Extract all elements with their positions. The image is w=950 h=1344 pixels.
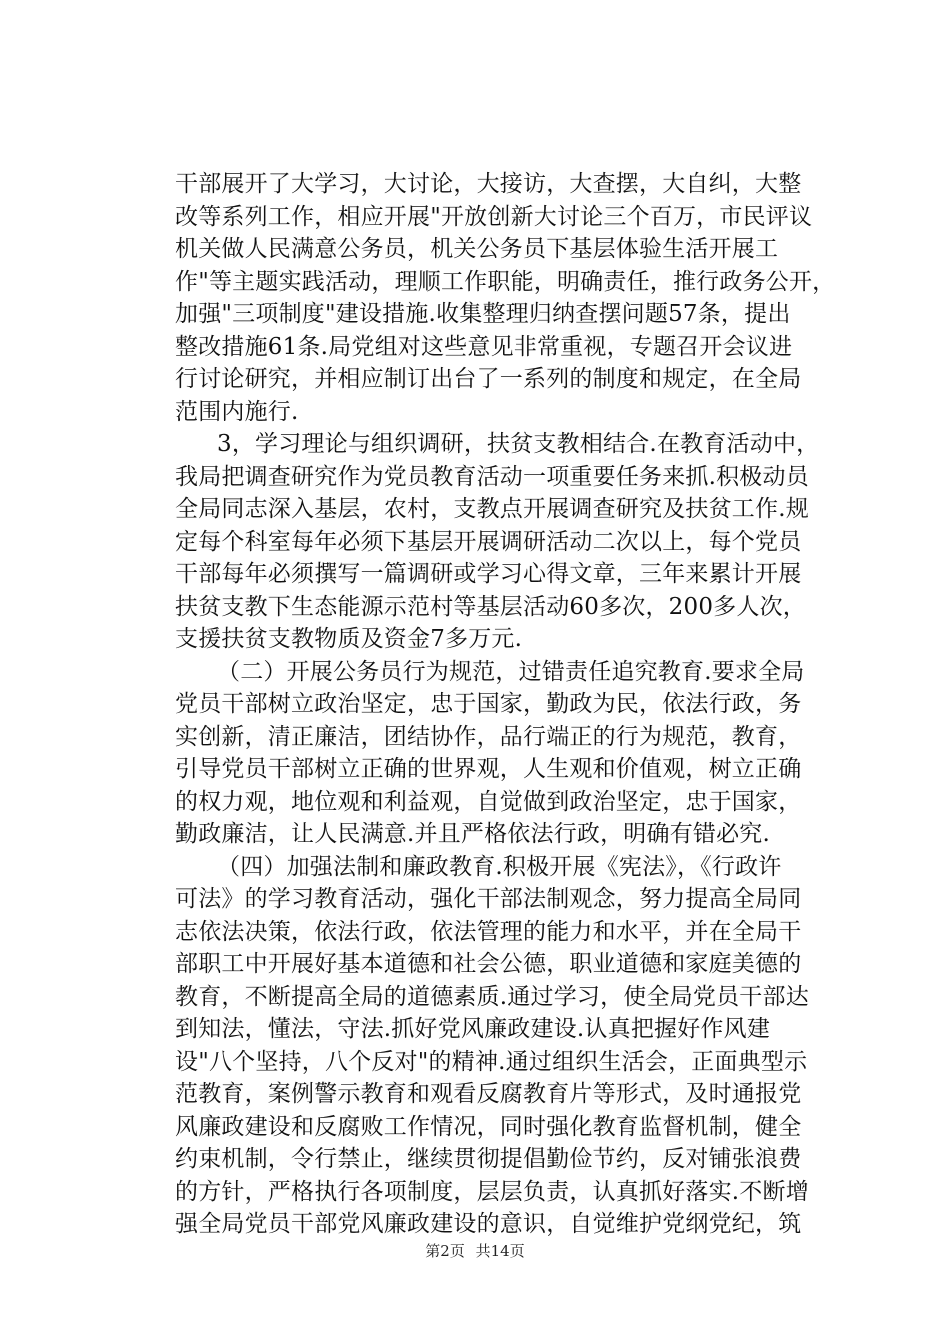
text-line: 行讨论研究，并相应制订出台了一系列的制度和规定，在全局	[175, 366, 802, 392]
text-line: 加强"三项制度"建设措施.收集整理归纳查摆问题57条，提出	[175, 301, 791, 327]
paragraph-start-line: （二）开展公务员行为规范，过错责任追究教育.要求全局	[217, 658, 805, 685]
text-line: 干部展开了大学习，大讨论，大接访，大查摆，大自纠，大整	[175, 171, 802, 197]
text-line: 到知法，懂法，守法.抓好党风廉政建设.认真把握好作风建	[175, 1016, 771, 1042]
text-line: 范教育，案例警示教育和观看反腐教育片等形式，及时通报党	[175, 1081, 802, 1107]
text-line: 实创新，清正廉洁，团结协作，品行端正的行为规范，教育，	[175, 723, 802, 750]
text-line: 设"八个坚持，八个反对"的精神.通过组织生活会，正面典型示	[175, 1048, 808, 1075]
page-footer	[0, 1240, 950, 1261]
text-line: 可法》的学习教育活动，强化干部法制观念，努力提高全局同	[175, 886, 802, 912]
text-line: 扶贫支教下生态能源示范村等基层活动60多次，200多人次，	[175, 593, 806, 620]
page-total: 共14页	[475, 1242, 525, 1260]
text-line: 干部每年必须撰写一篇调研或学习心得文章，三年来累计开展	[175, 561, 802, 587]
text-line: 勤政廉洁，让人民满意.并且严格依法行政，明确有错必究.	[175, 821, 771, 847]
text-line: 我局把调查研究作为党员教育活动一项重要任务来抓.积极动员	[175, 463, 809, 490]
text-line: 定每个科室每年必须下基层开展调研活动二次以上，每个党员	[175, 528, 802, 555]
text-line: 支援扶贫支教物质及资金7多万元.	[175, 626, 523, 652]
paragraph-start-line: （四）加强法制和廉政教育.积极开展《宪法》，《行政许	[217, 853, 782, 880]
text-line: 引导党员干部树立正确的世界观，人生观和价值观，树立正确	[175, 756, 802, 782]
text-line: 范围内施行.	[175, 398, 299, 425]
text-line: 党员干部树立政治坚定，忠于国家，勤政为民，依法行政，务	[175, 691, 802, 717]
text-line: 约束机制，令行禁止，继续贯彻提倡勤俭节约，反对铺张浪费	[175, 1146, 802, 1172]
page-number: 第2页	[425, 1242, 465, 1260]
paragraph-start-line: 3，学习理论与组织调研，扶贫支教相结合.在教育活动中，	[217, 431, 820, 457]
text-line: 的权力观，地位观和利益观，自觉做到政治坚定，忠于国家，	[175, 788, 802, 815]
text-line: 改等系列工作，相应开展"开放创新大讨论三个百万，市民评议	[175, 203, 813, 230]
text-line: 部职工中开展好基本道德和社会公德，职业道德和家庭美德的	[175, 951, 802, 977]
text-line: 全局同志深入基层，农村，支教点开展调查研究及扶贫工作.规	[175, 496, 809, 522]
text-line: 强全局党员干部党风廉政建设的意识，自觉维护党纲党纪，筑	[175, 1211, 802, 1237]
text-line: 教育，不断提高全局的道德素质.通过学习，使全局党员干部达	[175, 983, 809, 1010]
text-line: 的方针，严格执行各项制度，层层负责，认真抓好落实.不断增	[175, 1178, 809, 1205]
document-body	[175, 168, 835, 1241]
text-line: 整改措施61条.局党组对这些意见非常重视，专题召开会议进	[175, 333, 793, 360]
text-line: 机关做人民满意公务员，机关公务员下基层体验生活开展工	[175, 236, 779, 262]
text-line: 风廉政建设和反腐败工作情况，同时强化教育监督机制，健全	[175, 1113, 802, 1140]
text-line: 志依法决策，依法行政，依法管理的能力和水平，并在全局干	[175, 918, 802, 945]
text-line: 作"等主题实践活动，理顺工作职能，明确责任，推行政务公开，	[175, 268, 836, 295]
